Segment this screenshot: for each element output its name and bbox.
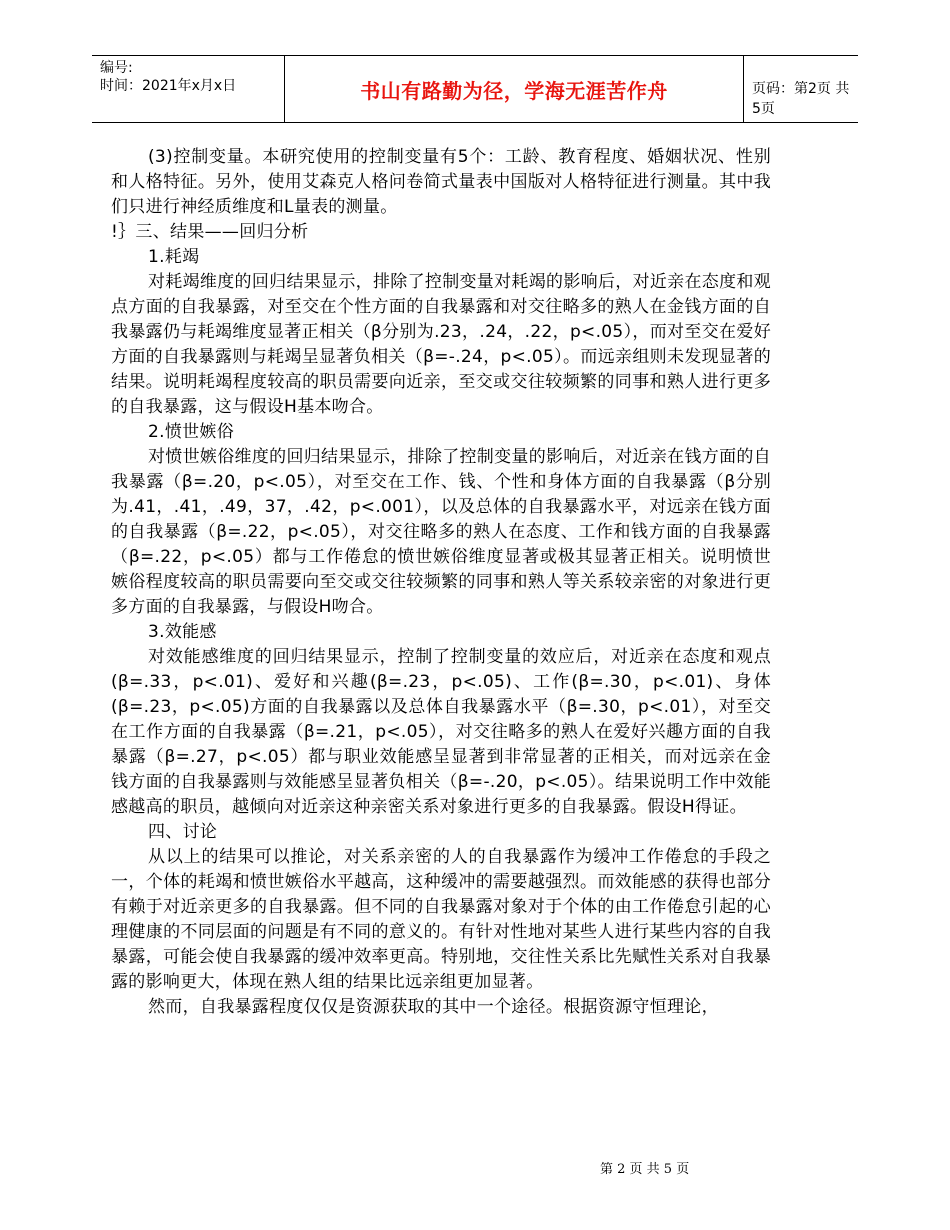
page-header (92, 55, 858, 123)
paragraph-efficacy: 对效能感维度的回归结果显示，控制了控制变量的效应后，对近亲在态度和观点(β=.33，p<.01)、爱好和兴趣(β=.23，p<.05)、工作(β=.30，p<.01)、身体(β=.23，p<.05)方面的自我暴露以及总体自我暴露水平（β=.30，p<.01），对至交在工作方面的自我暴露（β=.21，p<.05），对交往略多的熟人在爱好兴趣方面的自我暴露（β=.27，p<.05）都与职业效能感呈显著到非常显著的正相关，而对远亲在金钱方面的自我暴露则与效能感呈显著负相关（β=-.20，p<.05）。结果说明工作中效能感越高的职员，越倾向对近亲这种亲密关系对象进行更多的自我暴露。假设H得证。 (111, 647, 771, 817)
section-heading-discussion: 四、讨论 (148, 822, 218, 842)
section-heading-text: 三、结果——回归分析 (135, 222, 309, 242)
header-motto: 书山有路勤为径，学海无涯苦作舟 (360, 78, 668, 103)
header-page-label: 页码：第2页 共5页 (752, 81, 850, 117)
paragraph-control-variables: (3)控制变量。本研究使用的控制变量有5个：工龄、教育程度、婚姻状况、性别和人格特征。另外，使用艾森克人格问卷简式量表中国版对人格特征进行测量。其中我们只进行神经质维度和L量表的测量。 (111, 147, 771, 217)
document-number-label: 编号: (100, 60, 133, 76)
page-footer: 第 2 页 共 5 页 (600, 1162, 690, 1177)
paragraph-resources: 然而，自我暴露程度仅仅是资源获取的其中一个途径。根据资源守恒理论， (148, 997, 719, 1017)
document-body (111, 145, 771, 1020)
section-heading-results (111, 220, 771, 245)
paragraph-exhaustion: 对耗竭维度的回归结果显示，排除了控制变量对耗竭的影响后，对近亲在态度和观点方面的自我暴露，对至交在个性方面的自我暴露和对交往略多的熟人在金钱方面的自我暴露仍与耗竭维度显著正相关（β分别为.23，.24，.22，p<.05），而对至交在爱好方面的自我暴露则与耗竭呈显著负相关（β=-.24，p<.05）。而远亲组则未发现显著的结果。说明耗竭程度较高的职员需要向近亲，至交或交往较频繁的同事和熟人进行更多的自我暴露，这与假设H基本吻合。 (111, 272, 771, 417)
subheading-exhaustion: 1.耗竭 (148, 247, 200, 267)
header-meta (100, 59, 236, 95)
header-divider (743, 56, 744, 122)
paragraph-discussion: 从以上的结果可以推论，对关系亲密的人的自我暴露作为缓冲工作倦怠的手段之一，个体的耗竭和愤世嫉俗水平越高，这种缓冲的需要越强烈。而效能感的获得也部分有赖于对近亲更多的自我暴露。但不同的自我暴露对象对于个体的由工作倦怠引起的心理健康的不同层面的问题是有不同的意义的。有针对性地对某些人进行某些内容的自我暴露，可能会使自我暴露的缓冲效率更高。特别地，交往性关系比先赋性关系对自我暴露的影响更大，体现在熟人组的结果比远亲组更加显著。 (111, 847, 771, 992)
paragraph-cynicism: 对愤世嫉俗维度的回归结果显示，排除了控制变量的影响后，对近亲在钱方面的自我暴露（β=.20，p<.05），对至交在工作、钱、个性和身体方面的自我暴露（β分别为.41，.41，.49，37，.42，p<.001），以及总体的自我暴露水平，对远亲在钱方面的自我暴露（β=.22，p<.05），对交往略多的熟人在态度、工作和钱方面的自我暴露（β=.22，p<.05）都与工作倦怠的愤世嫉俗维度显著或极其显著正相关。说明愤世嫉俗程度较高的职员需要向至交或交往较频繁的同事和熟人等关系较亲密的对象进行更多方面的自我暴露，与假设H吻合。 (111, 447, 771, 617)
document-time-label: 时间：2021年x月x日 (100, 78, 237, 94)
subheading-efficacy: 3.效能感 (148, 622, 217, 642)
stray-marks: !｝ (111, 222, 136, 242)
subheading-cynicism: 2.愤世嫉俗 (148, 422, 235, 442)
